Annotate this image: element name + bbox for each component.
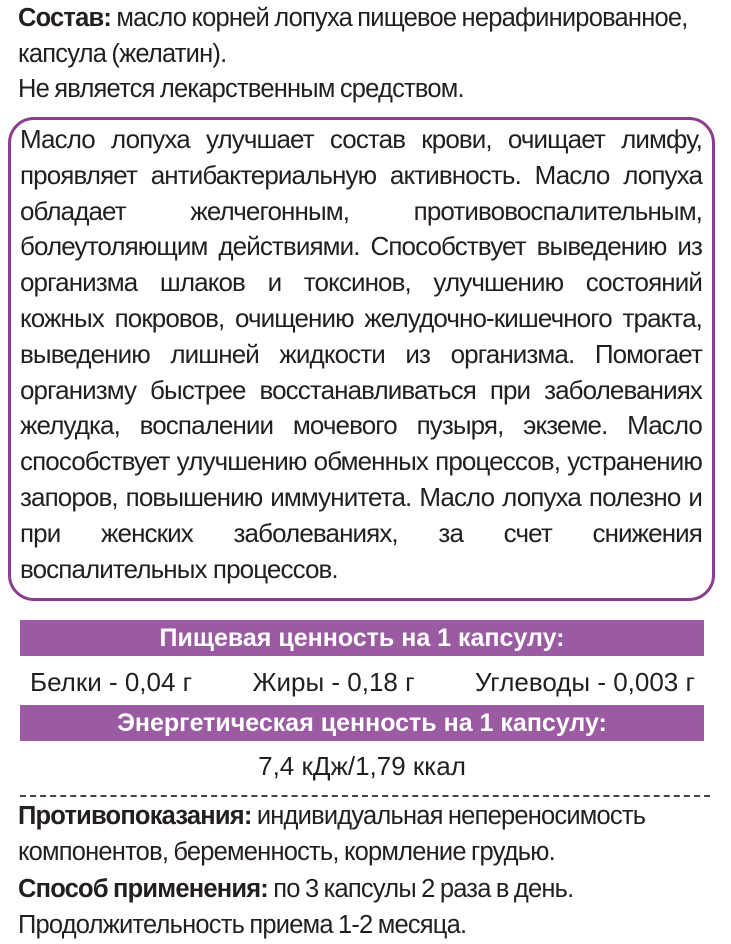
- composition-label: Состав:: [18, 4, 112, 32]
- composition-text: масло корней лопуха пищевое нерафинированное, капсула (желатин).: [18, 4, 688, 68]
- usage-text: по 3 капсулы 2 раза в день. Продолжительность приема 1-2 месяца.: [18, 875, 574, 939]
- energy-value: 7,4 кДж/1,79 ккал: [258, 751, 466, 781]
- energy-heading: Энергетическая ценность на 1 капсулу:: [20, 705, 704, 741]
- contraindications-label: Противопоказания:: [18, 802, 252, 830]
- protein-value: Белки - 0,04 г: [30, 667, 193, 697]
- section-divider: [20, 795, 710, 797]
- nutrition-heading: Пищевая ценность на 1 капсулу:: [20, 620, 704, 656]
- fat-value: Жиры - 0,18 г: [252, 667, 415, 697]
- usage-label: Способ применения:: [18, 875, 268, 903]
- usage-paragraph: [18, 871, 718, 943]
- not-medicine-notice: Не является лекарственным средством.: [18, 75, 464, 103]
- contraindications-paragraph: [18, 798, 718, 870]
- carbs-value: Углеводы - 0,003 г: [474, 667, 695, 697]
- description-text: Масло лопуха улучшает состав крови, очищает лимфу, проявляет антибактериальную активность. Масло лопуха обладает желчегонным, противовоспалительным, болеутоляющим действиями. Способствует выведению из организма шлаков и токсинов, улучшению состояний кожных покровов, очищению желудочно-кишечного тракта, выведению лишней жидкости из организма. Помогает организму быстрее восстанавливаться при заболеваниях желудка, воспалении мочевого пузыря, экземе. Масло способствует улучшению обменных процессов, устранению запоров, повышению иммунитета. Масло лопуха полезно и при женских заболеваниях, за счет снижения воспалительных процессов.: [20, 124, 702, 584]
- nutrient-values-row: [30, 664, 695, 700]
- contraindications-text: индивидуальная непереносимость компонентов, беременность, кормление грудью.: [18, 802, 646, 866]
- composition-paragraph: [18, 0, 718, 72]
